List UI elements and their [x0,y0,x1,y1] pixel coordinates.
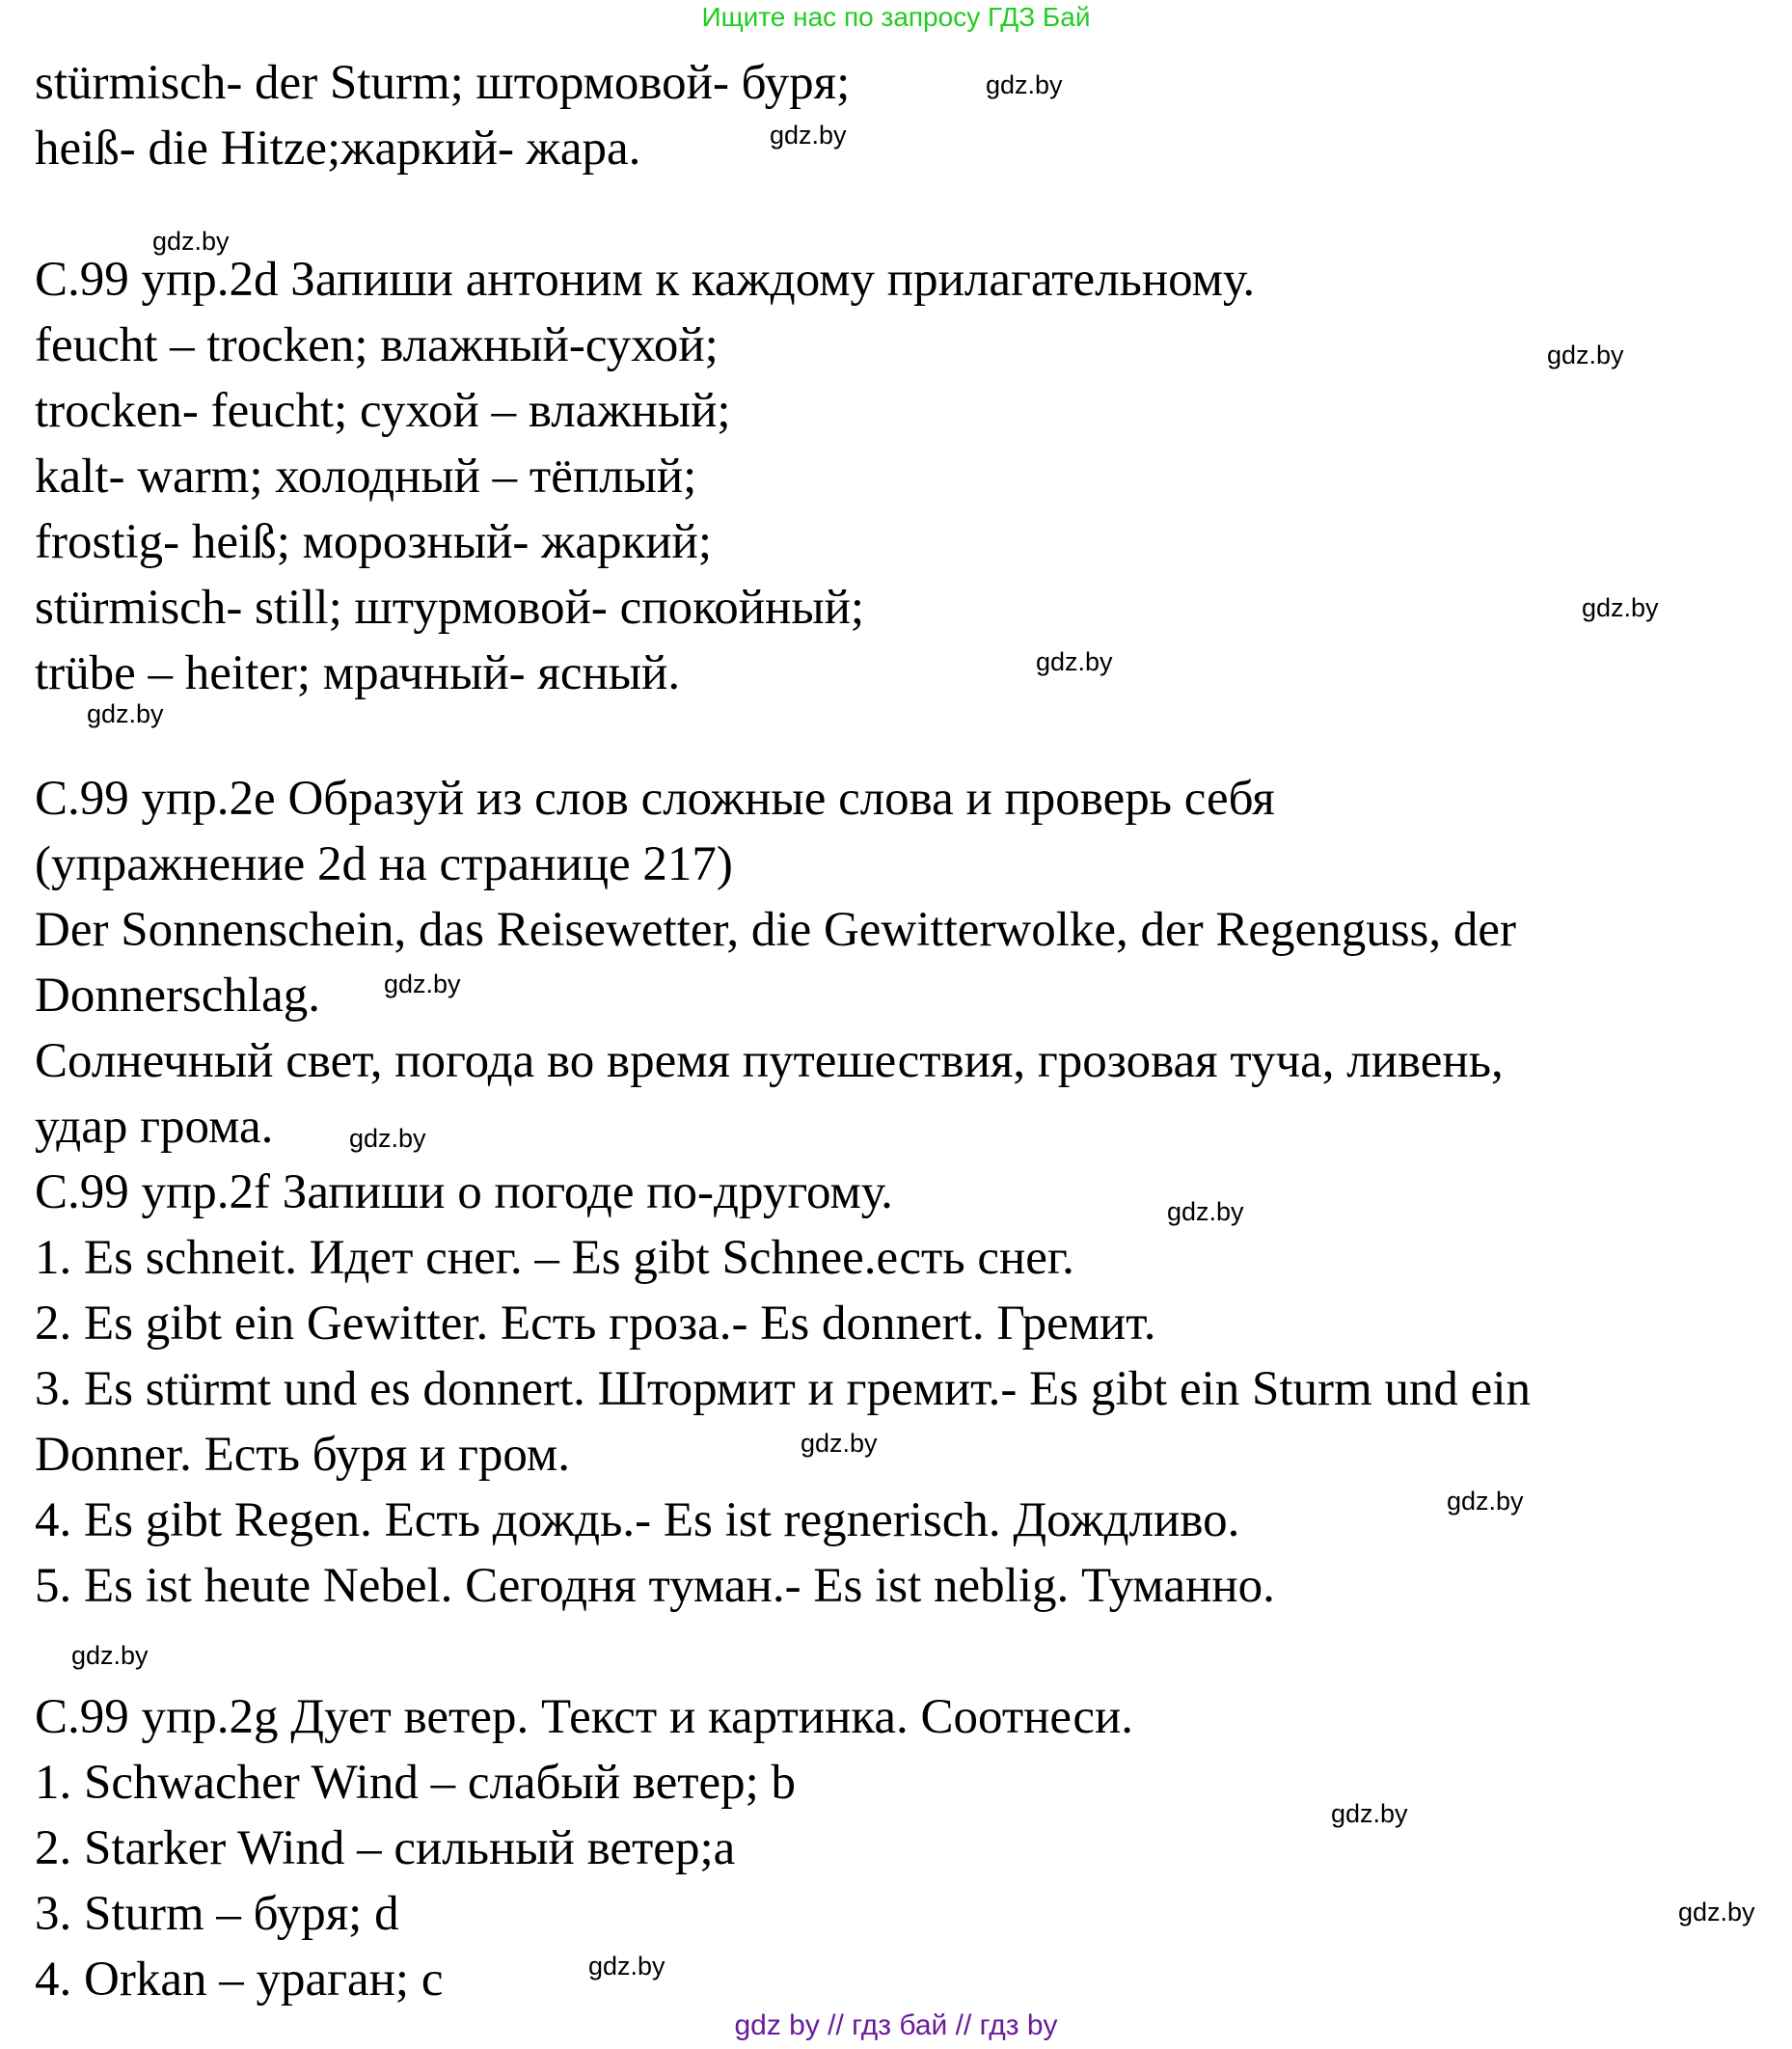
text-line: heiß- die Hitze;жаркий- жара. [35,122,641,176]
top-banner: Ищите нас по запросу ГДЗ Бай [701,2,1091,32]
watermark: gdz.by [384,970,461,998]
watermark: gdz.by [1678,1898,1755,1926]
text-line: (упражнение 2d на странице 217) [35,837,733,891]
watermark: gdz.by [986,70,1063,99]
text-line: Donner. Есть буря и гром. [35,1428,570,1482]
watermark: gdz.by [87,699,164,728]
text-line: trübe – heiter; мрачный- ясный. [35,646,681,700]
watermark: gdz.by [1547,341,1624,369]
watermark: gdz.by [1582,593,1659,622]
watermark: gdz.by [1447,1487,1524,1516]
watermark: gdz.by [588,1952,665,1981]
text-line: feucht – trocken; влажный-сухой; [35,318,719,372]
section-heading: С.99 упр.2e Образуй из слов сложные слова и проверь себя [35,772,1275,826]
text-line: 1. Es schneit. Идет снег. – Es gibt Schnee.есть снег. [35,1231,1074,1285]
text-line: stürmisch- der Sturm; штормовой- буря; [35,56,851,110]
text-line: 2. Es gibt ein Gewitter. Есть гроза.- Es donnert. Гремит. [35,1297,1156,1351]
section-heading: С.99 упр.2d Запиши антоним к каждому прилагательному. [35,253,1256,307]
text-line: 5. Es ist heute Nebel. Сегодня туман.- Es ist neblig. Туманно. [35,1559,1275,1613]
text-line: frostig- heiß; морозный- жаркий; [35,515,713,569]
watermark: gdz.by [1167,1197,1244,1226]
watermark: gdz.by [801,1429,878,1458]
section-heading: С.99 упр.2g Дует ветер. Текст и картинка. Соотнеси. [35,1690,1134,1744]
watermark: gdz.by [349,1124,426,1153]
text-line: 4. Orkan – ураган; c [35,1953,444,2007]
text-line: Der Sonnenschein, das Reisewetter, die Gewitterwolke, der Regenguss, der [35,903,1517,957]
text-line: Солнечный свет, погода во время путешествия, грозовая туча, ливень, [35,1034,1504,1088]
text-line: удар грома. [35,1100,274,1154]
text-line: 3. Sturm – буря; d [35,1887,399,1941]
watermark: gdz.by [1036,647,1113,676]
footer-watermark: gdz by // гдз бай // гдз by [734,2009,1058,2041]
text-line: kalt- warm; холодный – тёплый; [35,450,697,504]
text-line: Donnerschlag. [35,969,320,1023]
text-line: stürmisch- still; штурмовой- спокойный; [35,581,865,635]
text-line: 1. Schwacher Wind – слабый ветер; b [35,1756,797,1810]
text-line: 4. Es gibt Regen. Есть дождь.- Es ist regnerisch. Дождливо. [35,1493,1240,1547]
text-line: 2. Starker Wind – сильный ветер;a [35,1821,736,1875]
text-line: trocken- feucht; сухой – влажный; [35,384,731,438]
text-line: 3. Es stürmt und es donnert. Штормит и гремит.- Es gibt ein Sturm und ein [35,1362,1531,1416]
watermark: gdz.by [152,227,230,256]
watermark: gdz.by [71,1641,149,1670]
section-heading: С.99 упр.2f Запиши о погоде по-другому. [35,1165,893,1219]
watermark: gdz.by [1331,1799,1408,1828]
watermark: gdz.by [770,121,847,150]
